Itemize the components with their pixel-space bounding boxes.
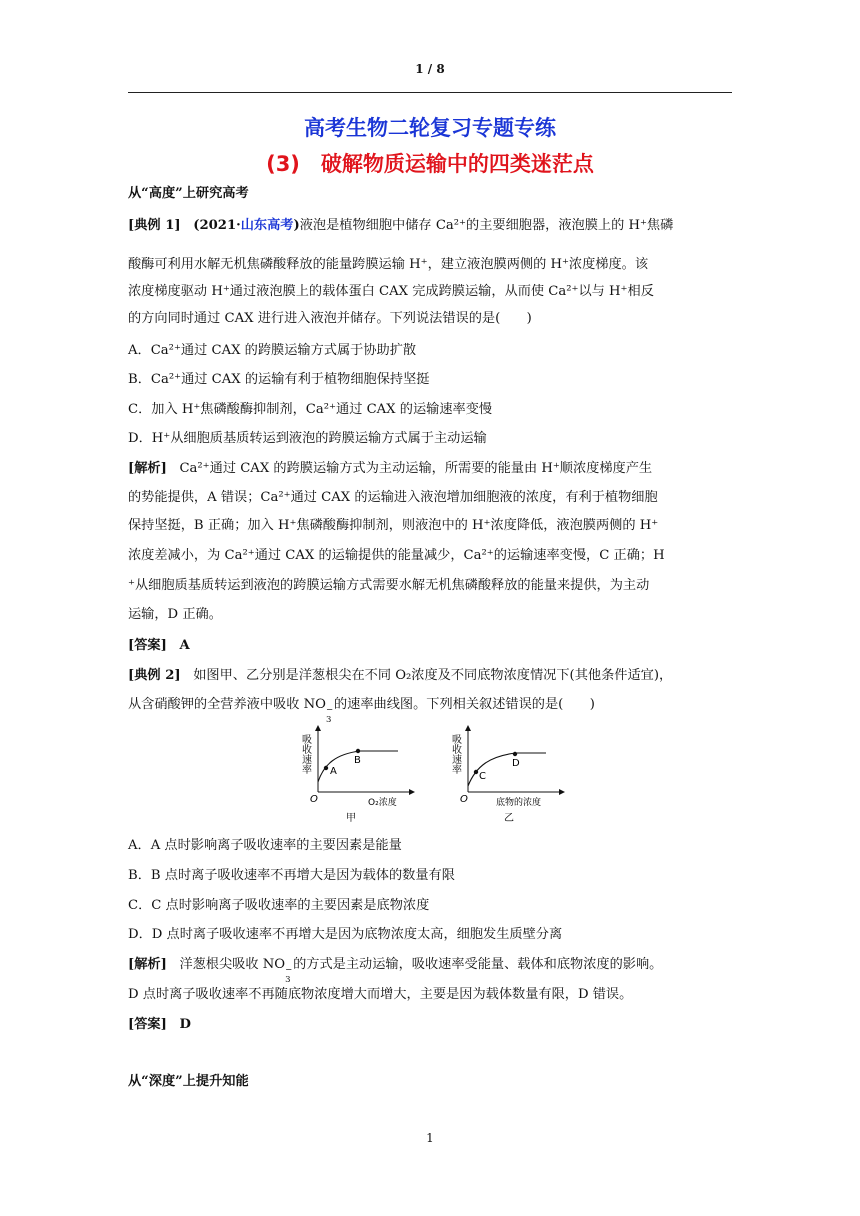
ex1-analysis-line-6: 运输，D 正确。 bbox=[128, 607, 222, 622]
graph-yi-origin: O bbox=[460, 794, 468, 805]
ex1-stem-line-1: [典例 1] (2021·山东高考)液泡是植物细胞中储存 Ca²⁺的主要细胞器，液泡膜上的 H⁺焦磷 bbox=[128, 218, 674, 233]
ex2-option-a: A．A 点时影响离子吸收速率的主要因素是能量 bbox=[128, 838, 402, 853]
ex1-option-d: D．H⁺从细胞质基质转运到液泡的跨膜运输方式属于主动运输 bbox=[128, 431, 487, 446]
ex1-source: 山东高考 bbox=[240, 218, 294, 233]
ex2-option-b: B．B 点时离子吸收速率不再增大是因为载体的数量有限 bbox=[128, 868, 455, 883]
page-indicator: 1 / 8 bbox=[415, 62, 445, 76]
point-a-label: A bbox=[330, 766, 337, 777]
graph-jia-caption: 甲 bbox=[346, 813, 356, 824]
ex2-label: [典例 2] bbox=[128, 668, 181, 683]
ex2-stem-line-1: [典例 2] 如图甲、乙分别是洋葱根尖在不同 O₂浓度及不同底物浓度情况下(其他条件适宜)， bbox=[128, 668, 673, 683]
point-d-dot bbox=[513, 752, 517, 756]
graph-yi-xlabel: 底物的浓度 bbox=[496, 798, 542, 808]
ex1-analysis-label: [解析] bbox=[128, 461, 167, 476]
ex1-analysis-line-5: ⁺从细胞质基质转运到液泡的跨膜运输方式需要水解无机焦磷酸释放的能量来提供，为主动 bbox=[128, 578, 650, 593]
ex1-analysis-line-1: [解析] Ca²⁺通过 CAX 的跨膜运输方式为主动运输，所需要的能量由 H⁺顺浓度梯度产生 bbox=[128, 461, 653, 476]
graph-jia-origin: O bbox=[310, 794, 318, 805]
section-heading-2: 从“深度”上提升知能 bbox=[128, 1074, 249, 1089]
ex1-analysis-line-3: 保持坚挺，B 正确；加入 H⁺焦磷酸酶抑制剂，则液泡中的 H⁺浓度降低，液泡膜两侧的 H⁺ bbox=[128, 518, 659, 533]
point-b-label: B bbox=[354, 755, 361, 766]
uptake-rate-figure bbox=[300, 724, 580, 826]
section-heading-1: 从“高度”上研究高考 bbox=[128, 186, 249, 201]
ex2-analysis-label: [解析] bbox=[128, 957, 167, 972]
doc-title: 高考生物二轮复习专题专练 bbox=[304, 116, 556, 140]
point-b-dot bbox=[356, 749, 360, 753]
ex2-option-c: C．C 点时影响离子吸收速率的主要因素是底物浓度 bbox=[128, 898, 430, 913]
point-a-dot bbox=[324, 766, 328, 770]
graph-jia bbox=[300, 728, 412, 824]
ex1-stem-line-2: 酸酶可利用水解无机焦磷酸释放的能量跨膜运输 H⁺，建立液泡膜两侧的 H⁺浓度梯度。该 bbox=[128, 257, 649, 272]
ex1-stem-line-4: 的方向同时通过 CAX 进行进入液泡并储存。下列说法错误的是( ) bbox=[128, 311, 532, 326]
ex2-answer: [答案] D bbox=[128, 1017, 191, 1032]
ex2-analysis-line-1: [解析] 洋葱根尖吸收 NO − 3 的方式是主动运输，吸收速率受能量、载体和底物浓度的影响。 bbox=[128, 957, 663, 985]
point-c-dot bbox=[474, 770, 478, 774]
ex1-option-b: B．Ca²⁺通过 CAX 的运输有利于植物细胞保持坚挺 bbox=[128, 372, 430, 387]
page-number: 1 bbox=[426, 1131, 434, 1145]
graph-yi-caption: 乙 bbox=[504, 813, 514, 824]
point-c-label: C bbox=[479, 771, 486, 782]
ex1-analysis-line-4: 浓度差减小，为 Ca²⁺通过 CAX 的运输提供的能量减少，Ca²⁺的运输速率变慢，C 正确；H bbox=[128, 548, 665, 563]
point-d-label: D bbox=[512, 758, 520, 769]
graph-yi bbox=[450, 728, 563, 824]
ex2-analysis-line-2: D 点时离子吸收速率不再随底物浓度增大而增大，主要是因为载体数量有限，D 错误。 bbox=[128, 987, 633, 1002]
graph-jia-xlabel: O₂浓度 bbox=[368, 798, 397, 808]
header-rule bbox=[128, 92, 732, 93]
ex1-option-c: C．加入 H⁺焦磷酸酶抑制剂，Ca²⁺通过 CAX 的运输速率变慢 bbox=[128, 402, 493, 417]
ex1-analysis-line-2: 的势能提供，A 错误；Ca²⁺通过 CAX 的运输进入液泡增加细胞液的浓度，有利于植物细胞 bbox=[128, 490, 658, 505]
graph-jia-ylabel: 吸收速率 bbox=[300, 734, 311, 774]
ex1-answer: [答案] A bbox=[128, 638, 190, 653]
ex1-label: [典例 1] bbox=[128, 218, 181, 233]
ex2-option-d: D．D 点时离子吸收速率不再增大是因为底物浓度太高，细胞发生质壁分离 bbox=[128, 927, 563, 942]
ex1-option-a: A．Ca²⁺通过 CAX 的跨膜运输方式属于协助扩散 bbox=[128, 343, 417, 358]
graph-yi-ylabel: 吸收速率 bbox=[449, 734, 461, 774]
doc-subtitle: (3) 破解物质运输中的四类迷茫点 bbox=[266, 152, 594, 176]
ex1-stem-line-3: 浓度梯度驱动 H⁺通过液泡膜上的载体蛋白 CAX 完成跨膜运输，从而使 Ca²⁺以与 H⁺相反 bbox=[128, 284, 654, 299]
ex2-stem-line-2: 从含硝酸钾的全营养液中吸收 NO − 3 的速率曲线图。下列相关叙述错误的是( ) bbox=[128, 697, 595, 725]
